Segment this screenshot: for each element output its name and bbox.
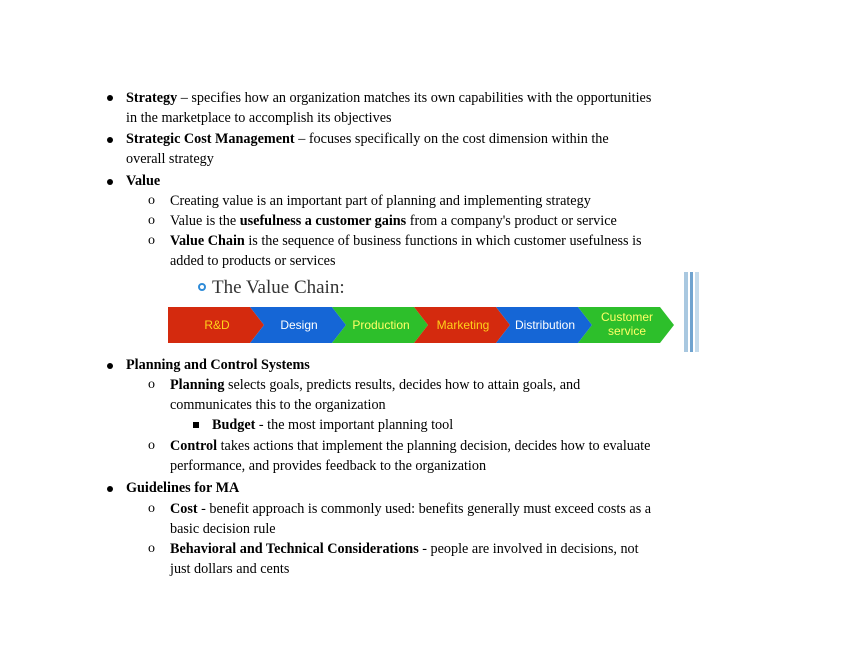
decorative-bar xyxy=(684,272,688,352)
control-line-2: performance, and provides feedback to the organization xyxy=(170,458,487,474)
value-sub-1: Creating value is an important part of planning and implementing strategy xyxy=(170,193,591,209)
strategy-term: Strategy xyxy=(126,90,178,106)
decorative-bar xyxy=(695,272,699,352)
decorative-bar xyxy=(690,272,693,352)
value-chain-step-label: service xyxy=(607,324,647,338)
value-chain-title: The Value Chain: xyxy=(212,277,345,298)
cost-line-2: basic decision rule xyxy=(170,521,276,537)
cost-term: Cost xyxy=(170,501,198,517)
cost-text: - benefit approach is commonly used: benefits generally must exceed costs as a xyxy=(197,501,652,517)
bullet-circle: o xyxy=(148,233,155,248)
value-chain-diagram xyxy=(168,270,704,354)
bullet-circle: o xyxy=(148,213,155,228)
bullet-circle: o xyxy=(148,501,155,516)
control-term: Control xyxy=(170,438,218,454)
budget-term: Budget xyxy=(212,417,256,433)
behavioral-text: - people are involved in decisions, not xyxy=(418,541,639,557)
strategy-line-2: in the marketplace to accomplish its objectives xyxy=(126,110,392,126)
bullet-dot xyxy=(107,137,113,143)
bullet-square xyxy=(193,422,199,428)
planning-sub-term: Planning xyxy=(170,377,225,393)
bullet-dot xyxy=(107,486,113,492)
value-chain-step-label: Distribution xyxy=(514,318,576,332)
bullet-circle: o xyxy=(148,377,155,392)
value-term: Value xyxy=(126,173,161,189)
scm-line-1 xyxy=(126,129,609,149)
value-chain-step-label: Marketing xyxy=(436,318,490,332)
control-text: takes actions that implement the planning decision, decides how to evaluate xyxy=(217,438,651,454)
value-sub-3-line-2: added to products or services xyxy=(170,253,336,269)
planning-sub-text: selects goals, predicts results, decides how to attain goals, and xyxy=(224,377,581,393)
bullet-circle: o xyxy=(148,541,155,556)
planning-term: Planning and Control Systems xyxy=(126,357,310,373)
value-chain-step-label: Production xyxy=(352,318,410,332)
scm-text: – focuses specifically on the cost dimension within the xyxy=(294,131,609,147)
behavioral-line-1 xyxy=(170,539,639,559)
cost-line-1 xyxy=(170,499,651,519)
strategy-text: – specifies how an organization matches its own capabilities with the opportunities xyxy=(177,90,652,106)
value-chain-term: Value Chain xyxy=(170,233,245,249)
value-sub-3-text: is the sequence of business functions in which customer usefulness is xyxy=(244,233,642,249)
value-sub-2-bold: usefulness a customer gains xyxy=(239,213,407,229)
bullet-circle: o xyxy=(148,438,155,453)
bullet-circle: o xyxy=(148,193,155,208)
behavioral-term: Behavioral and Technical Considerations xyxy=(170,541,419,557)
scm-line-2: overall strategy xyxy=(126,151,214,167)
bullet-dot xyxy=(107,179,113,185)
value-sub-3-line-1 xyxy=(170,231,642,251)
value-sub-2 xyxy=(170,211,617,231)
scm-term: Strategic Cost Management xyxy=(126,131,295,147)
guidelines-term: Guidelines for MA xyxy=(126,480,240,496)
behavioral-line-2: just dollars and cents xyxy=(170,561,290,577)
bullet-dot xyxy=(107,95,113,101)
budget-line xyxy=(212,415,453,435)
value-chain-step-label: Customer xyxy=(600,310,654,324)
value-chain-step-label: R&D xyxy=(204,318,230,332)
value-chain-step-label: Design xyxy=(280,318,318,332)
control-line-1 xyxy=(170,436,650,456)
value-sub-2-pre: Value is the xyxy=(170,213,240,229)
strategy-line-1 xyxy=(126,88,651,108)
bullet-dot xyxy=(107,363,113,369)
value-sub-2-post: from a company's product or service xyxy=(406,213,617,229)
planning-sub-1-line-2: communicates this to the organization xyxy=(170,397,386,413)
budget-text: - the most important planning tool xyxy=(255,417,454,433)
planning-sub-1-line-1 xyxy=(170,375,580,395)
